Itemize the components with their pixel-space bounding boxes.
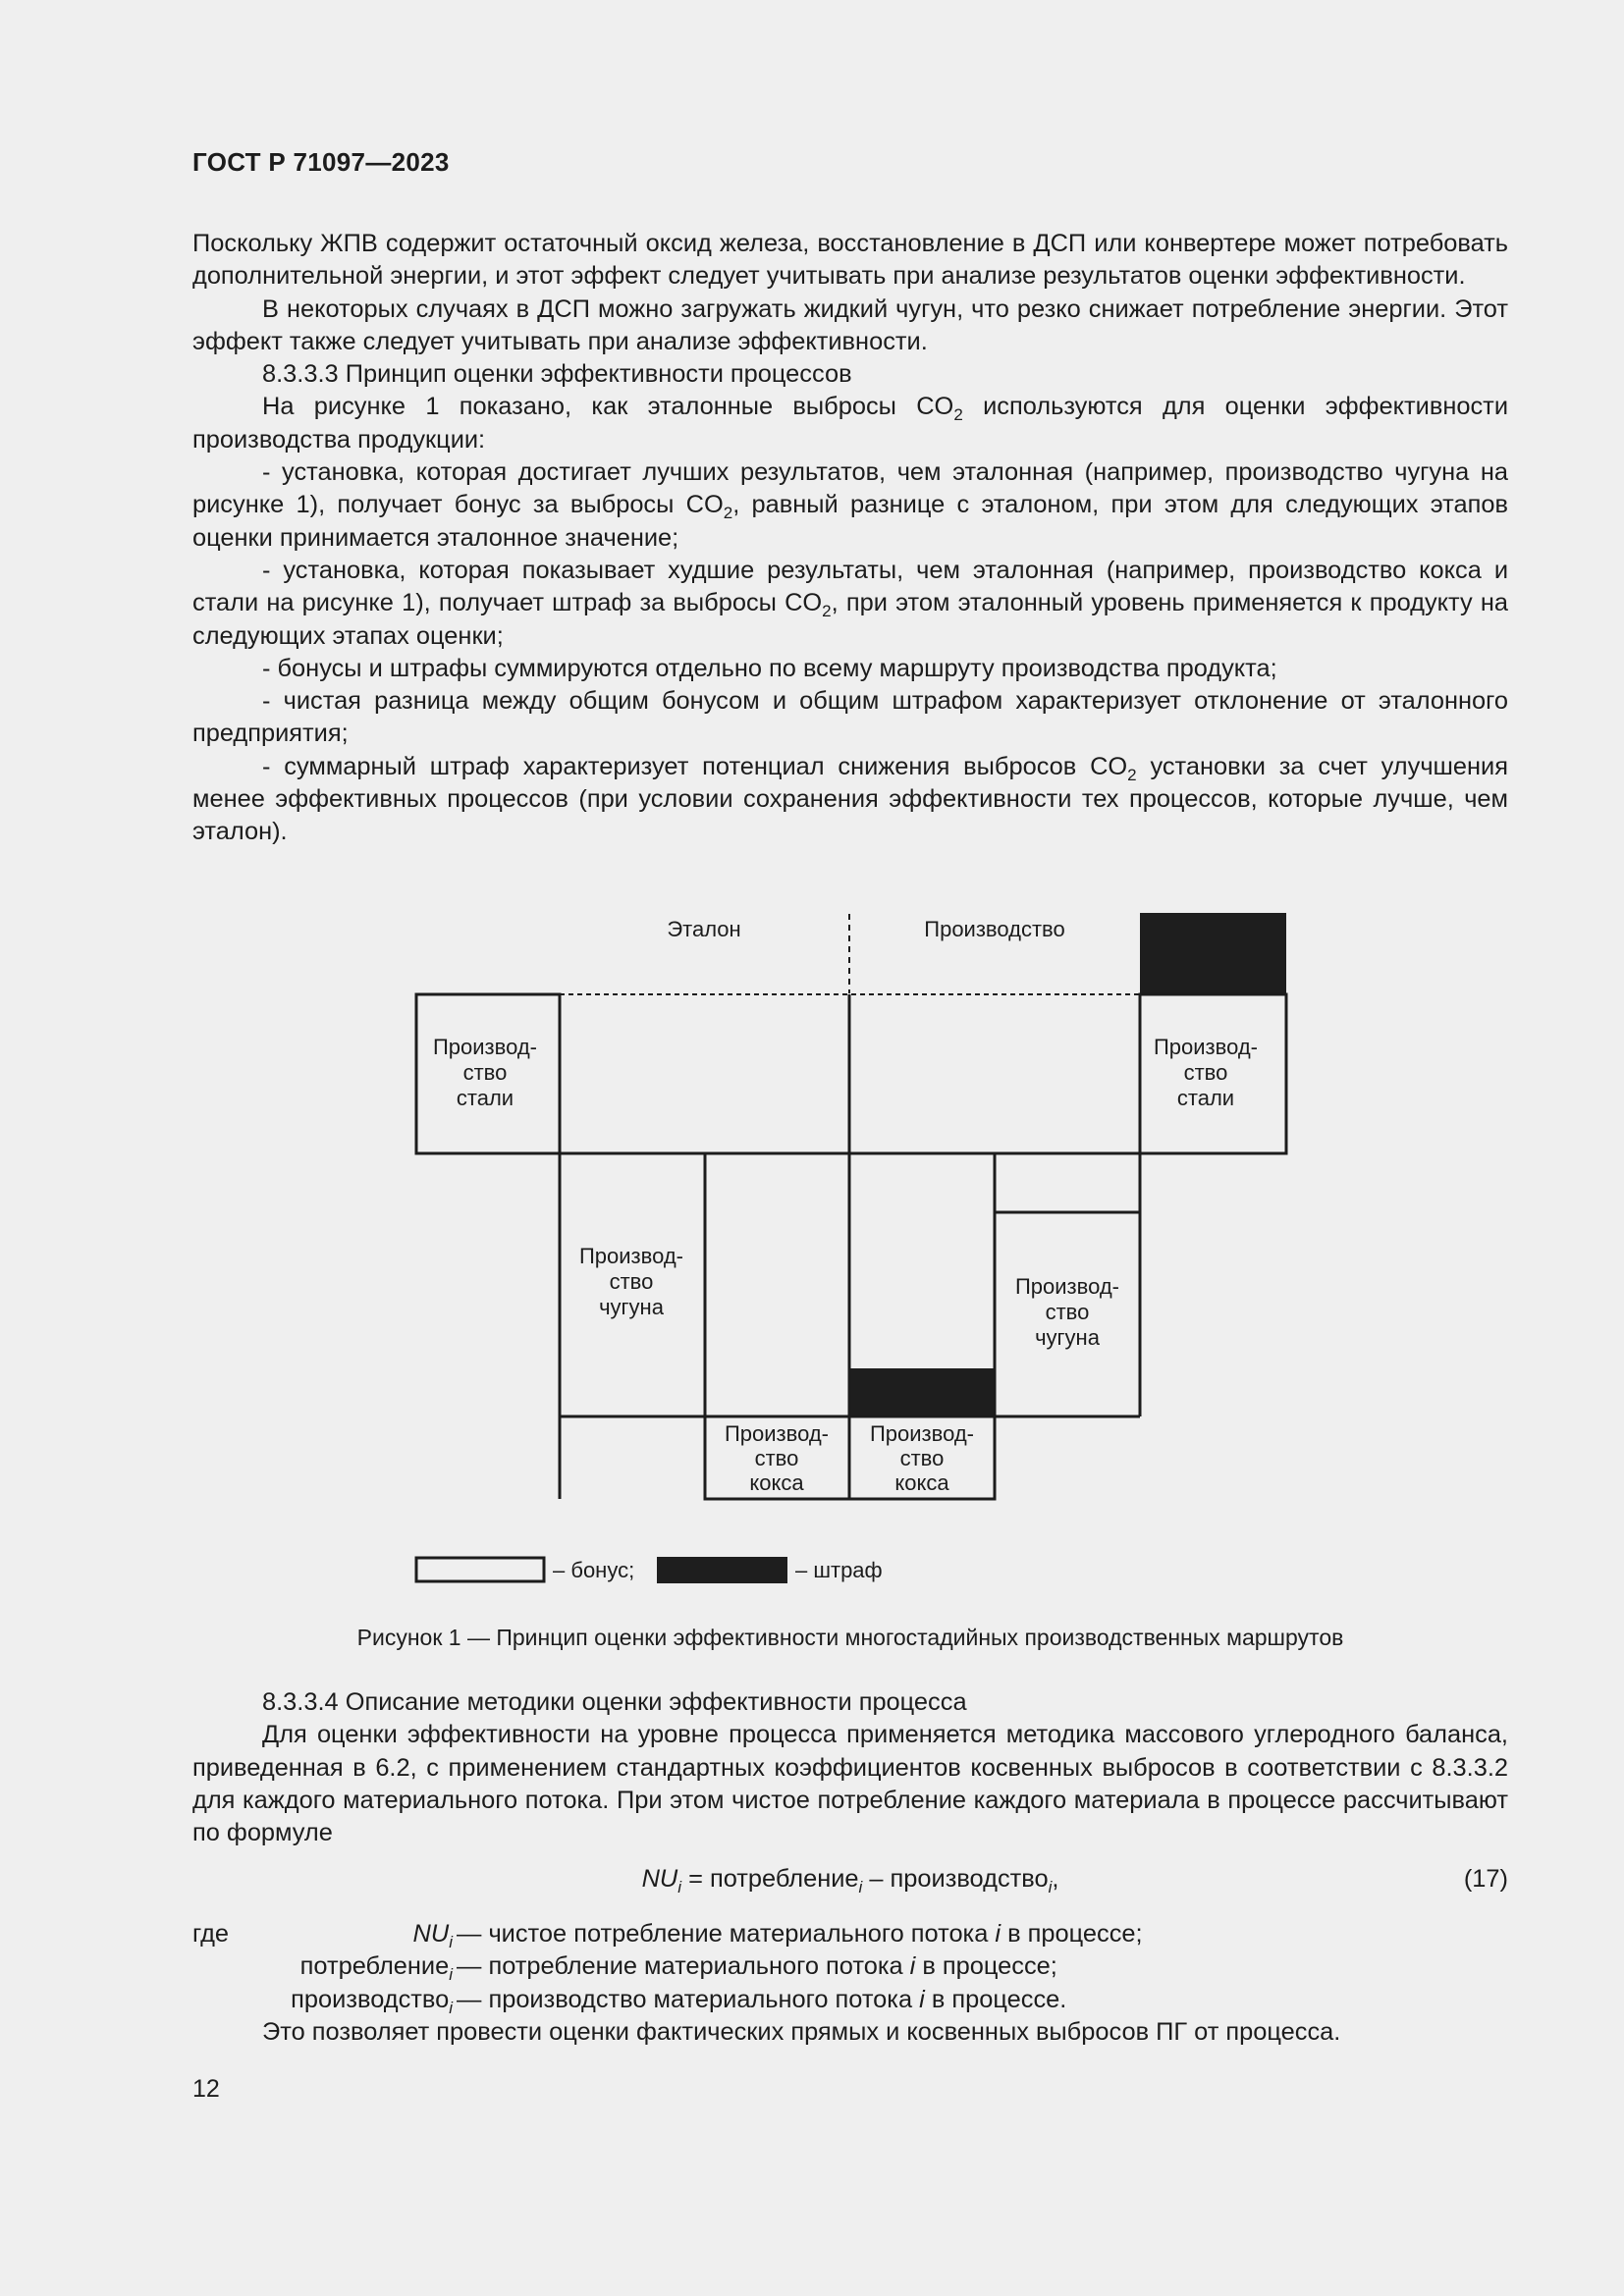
box-coke-production: [849, 1416, 995, 1499]
penalty-block-steel: [1140, 913, 1286, 994]
paragraph-6: Для оценки эффективности на уровне процесса применяется методика массового углеродного баланса, приведенная в 6.2, с применением стандартных коэффициентов косвенных выбросов в соответствии с 8.3.3.2 для каждого материального потока. При этом чистое потребление каждого материала в процессе рассчитывают по формуле: [192, 1721, 1508, 1847]
figure-caption: Рисунок 1 — Принцип оценки эффективности многостадийных производственных маршрутов: [356, 1625, 1344, 1650]
section-heading-8-3-3-4: 8.3.3.4 Описание методики оценки эффективности процесса: [262, 1688, 967, 1716]
legend-bonus-swatch: [416, 1558, 544, 1581]
bullet-1: - установка, которая достигает лучших результатов, чем эталонная (например, производство чугуна на рисунке 1), получает бонус за выбросы $CO_2$, равный разнице с эталоном, при этом для следующих этапов оценки принимается эталонное значение;: [192, 458, 1508, 552]
formula-legend: [192, 1918, 1508, 2049]
steel-prod-label-1: Производ-: [1153, 1035, 1259, 1059]
legend-penalty-swatch: [657, 1557, 787, 1583]
iron-ref-label-2: ство: [609, 1269, 654, 1294]
coke-ref-label-1: Производ-: [724, 1421, 830, 1446]
penalty-block-coke: [850, 1368, 995, 1415]
term-nu: $NU_i$: [412, 1920, 453, 1951]
iron-ref-label-1: Производ-: [578, 1244, 684, 1268]
paragraph-2: В некоторых случаях в ДСП можно загружать жидкий чугун, что резко снижает потребление энергии. Этот эффект также следует учитывать при анализе эффективности.: [192, 294, 1508, 355]
term-consumption: потребление$_i$: [299, 1952, 453, 1985]
term-production: производство$_i$: [291, 1985, 453, 2017]
iron-ref-label-3: чугуна: [599, 1295, 664, 1319]
desc-consumption: — потребление материального потока i в процессе;: [457, 1952, 1057, 1981]
legend-penalty-label: – штраф: [795, 1558, 883, 1582]
steel-ref-label-2: ство: [462, 1060, 508, 1085]
body-text-bottom: [192, 1686, 1508, 1849]
document-header: ГОСТ Р 71097—2023: [192, 147, 450, 177]
box-coke-reference: [705, 1416, 849, 1499]
iron-prod-label-2: ство: [1045, 1300, 1090, 1324]
steel-ref-label-1: Производ-: [432, 1035, 538, 1059]
label-production: Производство: [924, 917, 1065, 941]
paragraph-1: Поскольку ЖПВ содержит остаточный оксид железа, восстановление в ДСП или конвертере может потребовать дополнительной энергии, и этот эффект следует учитывать при анализе результатов оценки эффективности.: [192, 230, 1508, 291]
where-word: где: [192, 1920, 230, 1948]
bullet-4: - чистая разница между общим бонусом и общим штрафом характеризует отклонение от эталонного предприятия;: [192, 687, 1508, 748]
coke-ref-label-3: кокса: [749, 1470, 804, 1495]
steel-prod-label-3: стали: [1176, 1086, 1235, 1110]
iron-prod-label-1: Производ-: [1014, 1274, 1120, 1299]
paragraph-4: На рисунке 1 показано, как эталонные выбросы $CO_2$ используются для оценки эффективности производства продукции:: [192, 393, 1508, 454]
coke-prod-label-1: Производ-: [869, 1421, 975, 1446]
legend-row-consumption: [192, 1950, 1508, 1983]
legend-row-production: [192, 1984, 1508, 2016]
desc-nu: — чистое потребление материального потока i в процессе;: [457, 1920, 1143, 1948]
box-iron-reference: [560, 1153, 705, 1416]
bullet-5: - суммарный штраф характеризует потенциал снижения выбросов $CO_2$ установки за счет улучшения менее эффективных процессов (при условии сохранения эффективности тех процессов, которые лучше, чем эталон).: [192, 752, 1508, 846]
final-paragraph: Это позволяет провести оценки фактических прямых и косвенных выбросов ПГ от процесса.: [262, 2017, 1341, 2046]
box-steel-production: [1140, 994, 1286, 1153]
bullet-3: - бонусы и штрафы суммируются отдельно по всему маршруту производства продукта;: [262, 654, 1277, 682]
label-reference: Эталон: [667, 917, 741, 941]
coke-prod-label-3: кокса: [894, 1470, 949, 1495]
box-steel-reference: [416, 994, 560, 1153]
steel-prod-label-2: ство: [1183, 1060, 1228, 1085]
coke-prod-label-2: ство: [899, 1446, 945, 1470]
desc-production: — производство материального потока i в процессе.: [457, 1985, 1067, 2013]
body-text-top: [192, 228, 1508, 849]
formula-number: (17): [1463, 1865, 1508, 1893]
iron-prod-label-3: чугуна: [1035, 1325, 1100, 1350]
steel-ref-label-3: стали: [456, 1086, 514, 1110]
formula-expression: $NU_i$ = потребление$_i$ – производство$_i$,: [641, 1865, 1059, 1896]
coke-ref-label-2: ство: [754, 1446, 799, 1470]
legend-row-nu: [192, 1918, 1508, 1950]
bullet-2: - установка, которая показывает худшие результаты, чем эталонная (например, производство кокса и стали на рисунке 1), получает штраф за выбросы $CO_2$, при этом эталонный уровень применяется к продукту на следующих этапах оценки;: [192, 556, 1508, 650]
section-heading-8-3-3-3: 8.3.3.3 Принцип оценки эффективности процессов: [262, 360, 852, 389]
legend-bonus-label: – бонус;: [553, 1558, 635, 1582]
formula-17: [192, 1863, 1508, 1896]
page-number: 12: [192, 2075, 220, 2103]
